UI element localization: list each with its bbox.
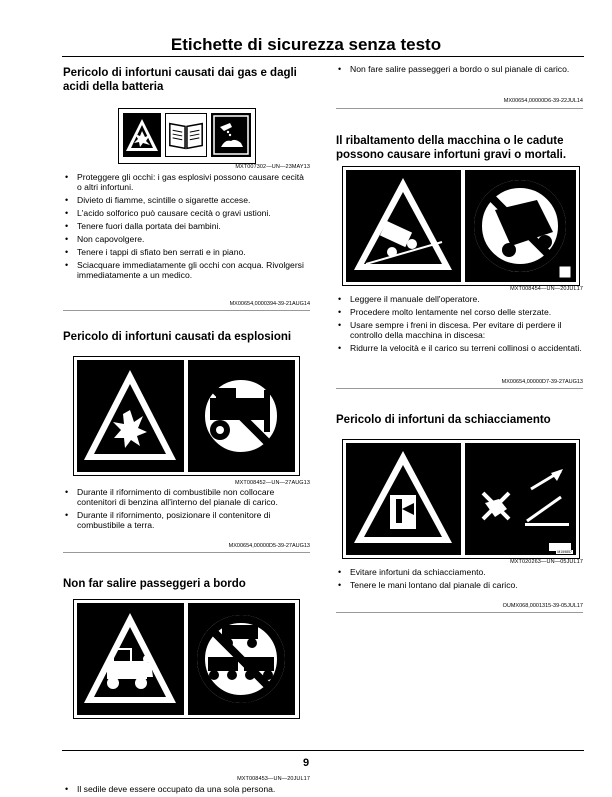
keep-hands-clear-icon	[465, 443, 576, 555]
rollover-warning-panel	[346, 170, 461, 282]
manual-book-icon	[165, 113, 207, 157]
rollover-figure-caption: MXT008454—UN—20JUL17	[510, 286, 583, 292]
crush-bullet-list	[336, 567, 583, 593]
page-number: 9	[302, 757, 310, 769]
explosion-icon	[123, 113, 161, 157]
passengers-bullet-list-continued	[336, 64, 583, 77]
crush-safety-label	[342, 439, 580, 559]
list-item: • Sciacquare immediatamente gli occhi con acqua. Rivolgersi immediatamente a un medico.	[63, 260, 310, 280]
hands-clear-panel	[465, 443, 576, 555]
passengers-heading: Non far salire passeggeri a bordo	[63, 578, 246, 590]
no-fuel-can-in-cargo-panel	[188, 360, 295, 472]
explosion-safety-label	[73, 356, 300, 476]
no-passengers-icon	[188, 603, 295, 715]
rollover-bullet-list	[336, 294, 583, 356]
explosion-reference-code: MX00654,00000D5-39-27AUG13	[228, 543, 310, 549]
list-item: • Ridurre la velocità e il carico su terreni collinosi o accidentati.	[336, 343, 583, 353]
title-divider	[62, 56, 584, 57]
list-item: • Non capovolgere.	[63, 234, 310, 244]
battery-section	[63, 66, 310, 307]
list-item: • L'acido solforico può causare cecità o gravi ustioni.	[63, 208, 310, 218]
passengers-figure-caption: MXT008453—UN—20JUL17	[237, 776, 310, 782]
crush-warning-panel	[346, 443, 461, 555]
acid-burn-icon	[211, 113, 251, 157]
list-item: • Procedere molto lentamente nel corso delle sterzate.	[336, 307, 583, 317]
passengers-safety-label	[73, 599, 300, 719]
no-passengers-panel	[188, 603, 295, 715]
page-title: Etichette di sicurezza senza testo	[170, 35, 442, 54]
explosion-figure-caption: MXT008452—UN—27AUG13	[234, 480, 310, 486]
section-divider	[63, 552, 310, 553]
section-divider	[336, 612, 583, 613]
list-item: • Tenere fuori dalla portata dei bambini.	[63, 221, 310, 231]
crush-figure-caption: MXT020263—UN—05JUL17	[510, 559, 583, 565]
explosion-warning-panel	[77, 360, 184, 472]
crush-reference-code: OUMX068,0001315-39-05JUL17	[502, 603, 583, 609]
battery-figure-caption: MXT007302—UN—23MAY13	[235, 164, 310, 170]
rollover-safety-label	[342, 166, 580, 286]
list-item: • Leggere il manuale dell'operatore.	[336, 294, 583, 304]
list-item: • Non fare salire passeggeri a bordo o sul pianale di carico.	[336, 64, 583, 74]
section-divider	[63, 310, 310, 311]
passengers-section	[63, 577, 310, 794]
crush-section	[336, 413, 583, 609]
rollover-reference-code: MX00654,00000D7-39-27AUG13	[501, 379, 583, 385]
list-item: • Durante il rifornimento, posizionare il contenitore di combustibile a terra.	[63, 510, 310, 530]
no-rollover-panel	[465, 170, 576, 282]
list-item: • Usare sempre i freni in discesa. Per evitare di perdere il controllo della macchina in discesa:	[336, 320, 583, 340]
list-item: • Divieto di fiamme, scintille o sigarette accese.	[63, 195, 310, 205]
no-overturn-icon	[465, 170, 576, 282]
passenger-warning-icon	[77, 603, 184, 715]
explosion-heading: Pericolo di infortuni causati da esplosioni	[63, 331, 292, 343]
explosion-bullet-list	[63, 487, 310, 533]
no-fuel-in-cargo-bed-icon	[188, 360, 295, 472]
crush-warning-icon	[346, 443, 461, 555]
explosion-section	[63, 330, 310, 549]
rollover-warning-icon	[346, 170, 461, 282]
rollover-heading: Il ribaltamento della macchina o le cadute possono causare infortuni gravi o mortali.	[336, 135, 567, 161]
list-item: • Tenere i tappi di sfiato ben serrati e in piano.	[63, 247, 310, 257]
list-item: • Durante il rifornimento di combustibile non collocare contenitori di benzina all'interno del pianale di carico.	[63, 487, 310, 507]
battery-bullet-list	[63, 172, 310, 283]
battery-safety-label	[118, 108, 256, 164]
label-part-number: M159857	[557, 550, 572, 554]
explosion-icon	[77, 360, 184, 472]
passenger-warning-panel	[77, 603, 184, 715]
section-divider	[336, 108, 583, 109]
battery-reference-code: MX00654,0000394-39-21AUG14	[229, 301, 310, 307]
battery-heading: Pericolo di infortuni causati dai gas e dagli acidi della batteria	[63, 67, 297, 93]
list-item: • Il sedile deve essere occupato da una sola persona.	[63, 784, 310, 794]
list-item: • Evitare infortuni da schiacciamento.	[336, 567, 583, 577]
list-item: • Tenere le mani lontano dal pianale di carico.	[336, 580, 583, 590]
rollover-section	[336, 134, 583, 385]
section-divider	[336, 388, 583, 389]
passengers-bullet-list	[63, 784, 310, 797]
passengers-reference-code: MX00654,00000D6-39-22JUL14	[503, 98, 583, 104]
footer-divider	[62, 750, 584, 751]
crush-heading: Pericolo di infortuni da schiacciamento	[336, 414, 551, 426]
list-item: • Proteggere gli occhi: i gas esplosivi possono causare cecità o altri infortuni.	[63, 172, 310, 192]
